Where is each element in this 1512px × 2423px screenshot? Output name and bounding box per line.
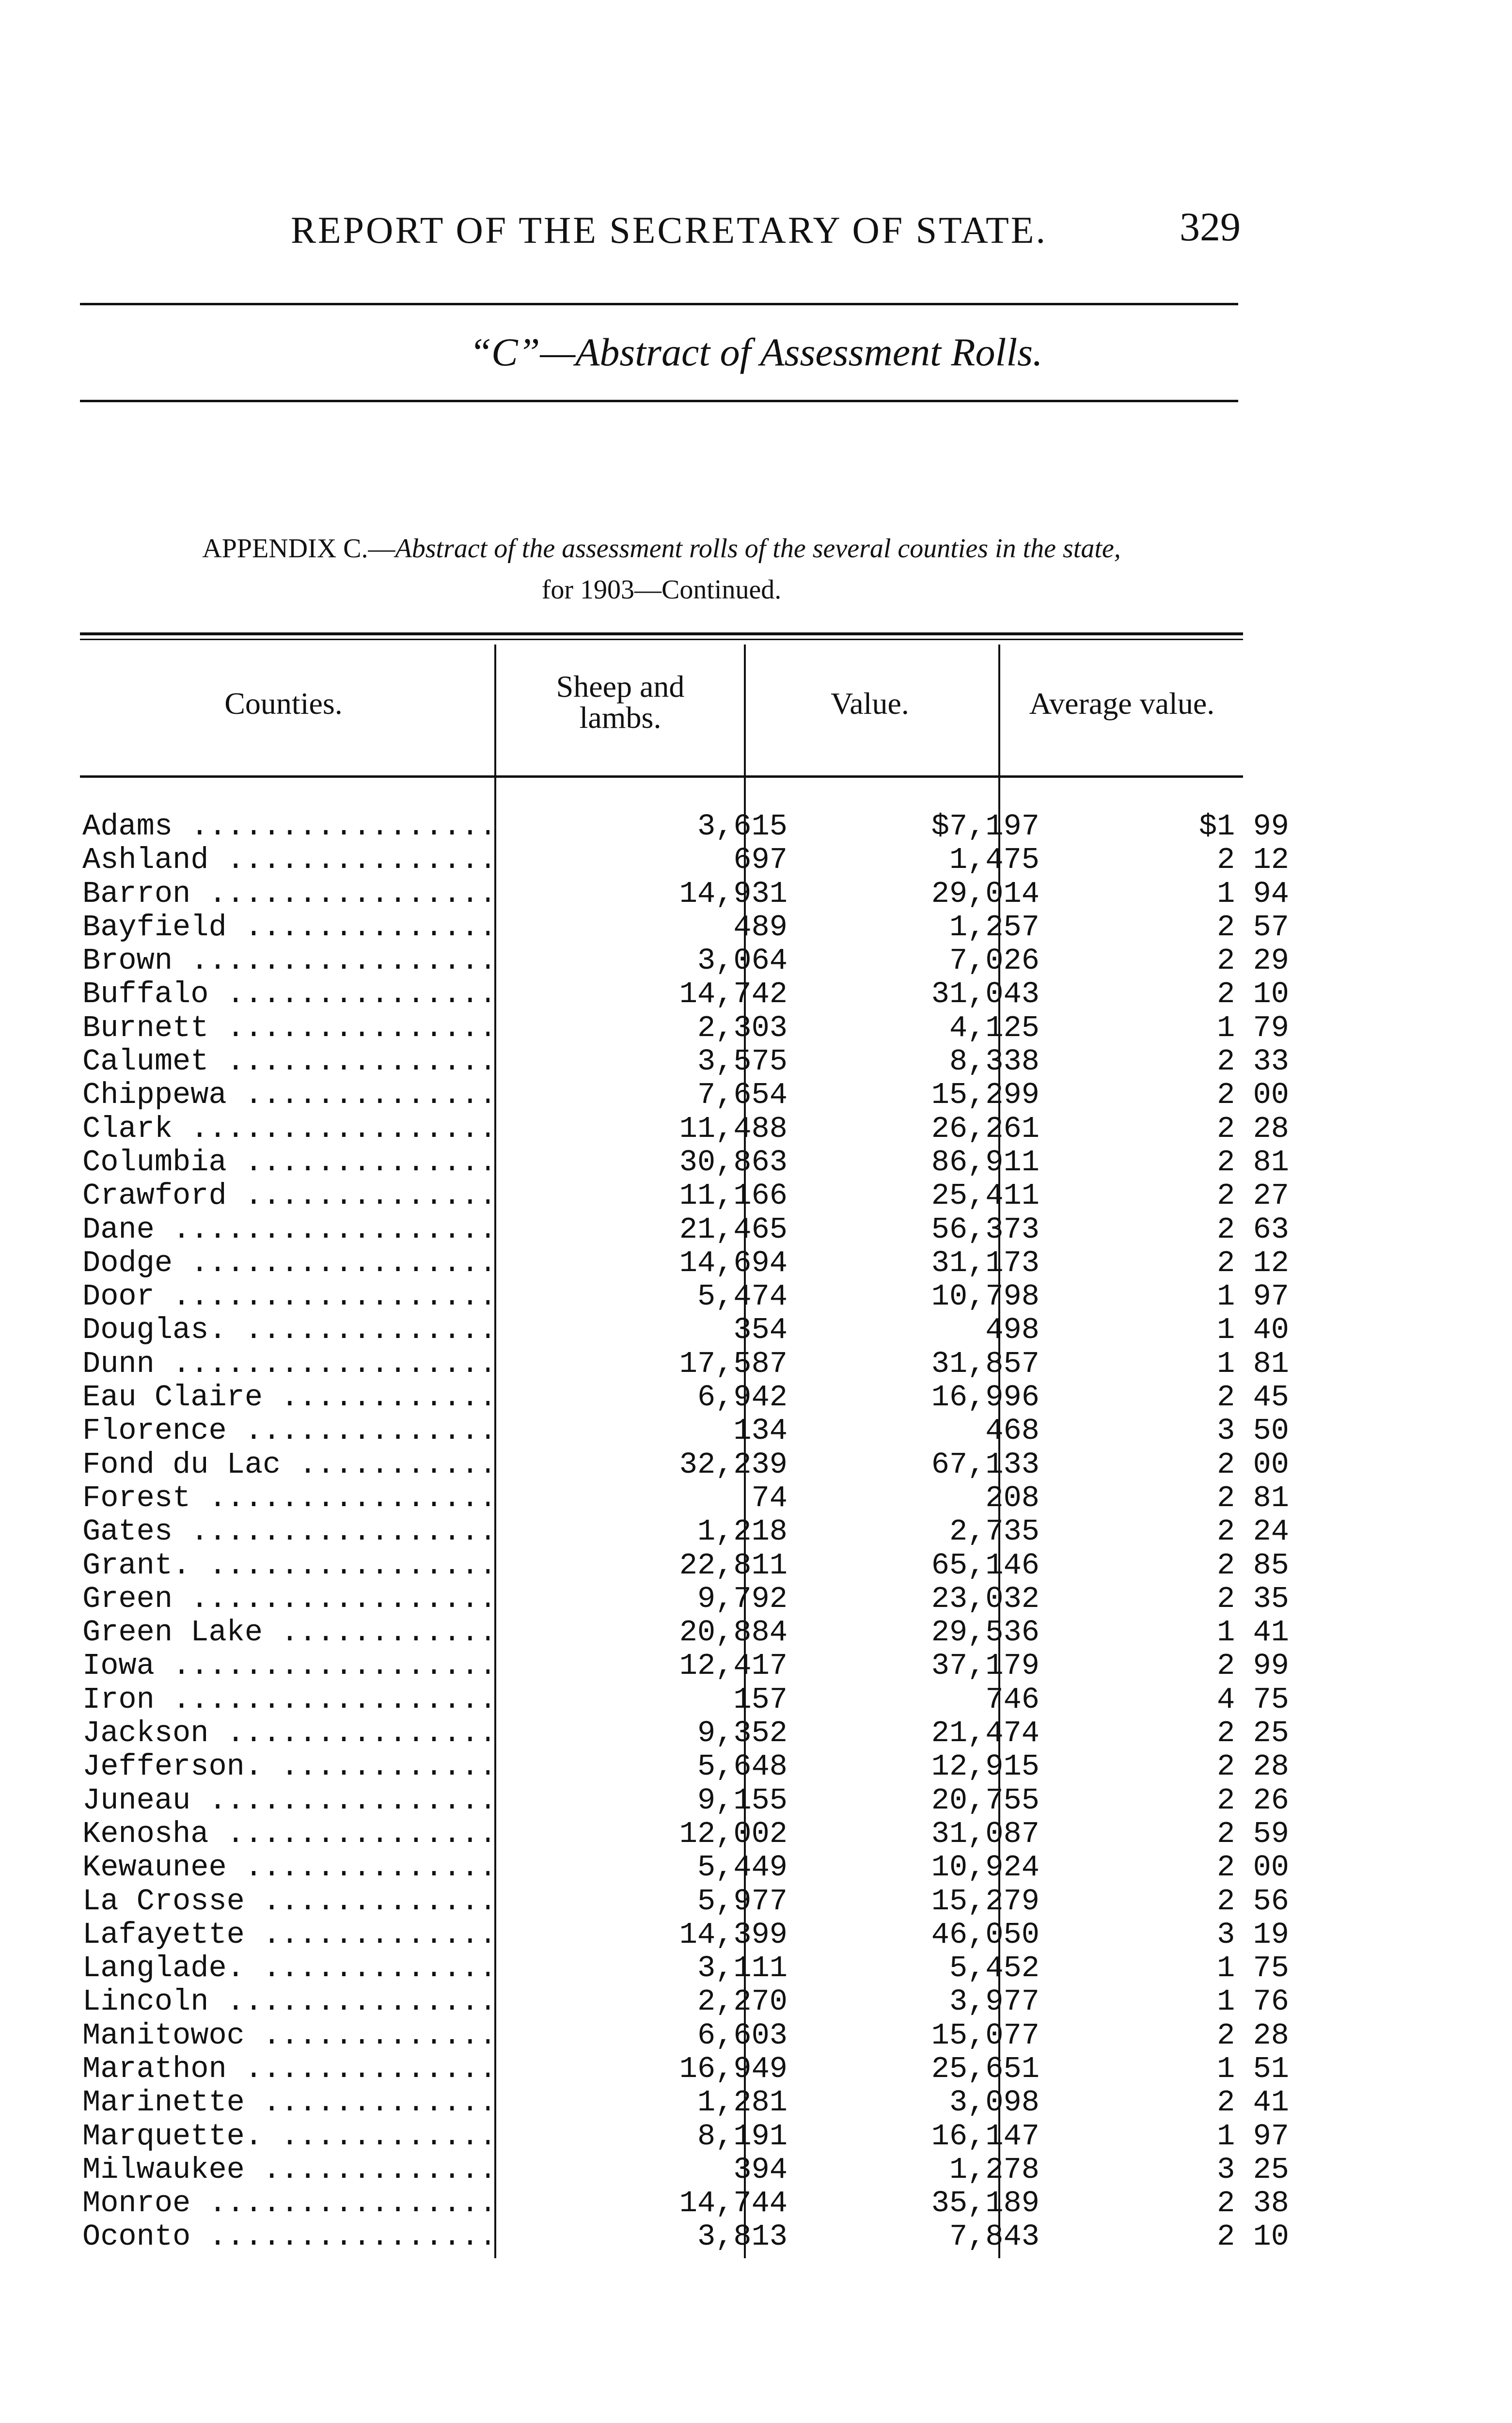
average-value-cell: 2 33 xyxy=(1217,1044,1289,1079)
sheep-cell: 20,884 xyxy=(679,1615,788,1650)
table-row xyxy=(80,876,1289,911)
appendix-caption-text: Abstract of the assessment rolls of the several counties in the state, xyxy=(395,534,1121,564)
table-row xyxy=(80,910,1289,944)
average-value-cell: 2 99 xyxy=(1217,1649,1289,1684)
value-cell: 31,043 xyxy=(931,977,1040,1012)
value-cell: 15,279 xyxy=(931,1884,1040,1919)
value-cell: 67,133 xyxy=(931,1447,1040,1482)
county-cell: Gates ..... xyxy=(82,1514,489,1549)
sheep-cell: 3,111 xyxy=(697,1951,788,1986)
average-value-cell: 2 41 xyxy=(1217,2085,1289,2120)
sheep-cell: 30,863 xyxy=(679,1145,788,1180)
county-cell: Jefferson. ..... xyxy=(82,1749,489,1784)
header-bottom-rule xyxy=(80,775,1243,778)
section-title: “C”—Abstract of Assessment Rolls. xyxy=(469,330,1043,374)
average-value-cell: 2 00 xyxy=(1217,1078,1289,1113)
table-row xyxy=(80,2219,1289,2254)
sheep-cell: 14,694 xyxy=(679,1245,788,1280)
table-row xyxy=(80,1783,1289,1818)
table-row xyxy=(80,1245,1289,1280)
table-row xyxy=(80,1749,1289,1784)
table-row xyxy=(80,809,1289,844)
value-cell: 4,125 xyxy=(949,1010,1040,1045)
value-cell: 46,050 xyxy=(931,1917,1040,1952)
table-row xyxy=(80,977,1289,1012)
average-value-cell: 2 38 xyxy=(1217,2186,1289,2221)
value-cell: 498 xyxy=(985,1313,1040,1348)
average-value-cell: 3 19 xyxy=(1217,1917,1289,1952)
county-cell: Monroe ..... xyxy=(82,2186,489,2220)
value-cell: 31,857 xyxy=(931,1346,1040,1381)
sheep-cell: 1,218 xyxy=(697,1514,788,1549)
average-value-cell: 1 41 xyxy=(1217,1615,1289,1650)
value-cell: 7,843 xyxy=(949,2219,1040,2254)
value-cell: 20,755 xyxy=(931,1783,1040,1818)
value-cell: 7,026 xyxy=(949,944,1040,978)
county-cell: La Crosse ..... xyxy=(82,1884,489,1919)
county-cell: Kenosha ..... xyxy=(82,1817,489,1851)
sheep-cell: 7,654 xyxy=(697,1078,788,1113)
average-value-cell: 2 45 xyxy=(1217,1380,1289,1415)
table-row xyxy=(80,1078,1289,1113)
average-value-cell: 1 75 xyxy=(1217,1951,1289,1986)
column-header-sheep-line2: lambs. xyxy=(579,700,662,735)
value-cell: $7,197 xyxy=(931,809,1040,844)
average-value-cell: 2 28 xyxy=(1217,1749,1289,1784)
county-cell: Crawford ..... xyxy=(82,1179,489,1213)
county-cell: Dodge ..... xyxy=(82,1246,489,1280)
column-header-counties: Counties. xyxy=(224,686,343,721)
value-cell: 3,977 xyxy=(949,1984,1040,2019)
value-cell: 25,651 xyxy=(931,2051,1040,2086)
table-row xyxy=(80,2119,1289,2154)
table-row xyxy=(80,2085,1289,2120)
value-cell: 10,798 xyxy=(931,1279,1040,1314)
average-value-cell: 2 27 xyxy=(1217,1179,1289,1213)
table-row xyxy=(80,1951,1289,1986)
sheep-cell: 22,811 xyxy=(679,1548,788,1583)
average-value-cell: 2 57 xyxy=(1217,910,1289,944)
table-row xyxy=(80,1884,1289,1919)
county-cell: Jackson ..... xyxy=(82,1716,489,1750)
value-cell: 15,299 xyxy=(931,1078,1040,1113)
county-cell: Burnett ..... xyxy=(82,1011,489,1045)
table-row xyxy=(80,1313,1289,1348)
average-value-cell: 2 25 xyxy=(1217,1716,1289,1751)
table-row xyxy=(80,1514,1289,1549)
county-cell: Milwaukee ..... xyxy=(82,2153,489,2187)
sheep-cell: 21,465 xyxy=(679,1212,788,1247)
average-value-cell: 2 10 xyxy=(1217,977,1289,1012)
county-cell: Kewaunee ..... xyxy=(82,1850,489,1885)
table-row xyxy=(80,1447,1289,1482)
table-body xyxy=(80,809,1289,2254)
column-header-sheep xyxy=(499,671,741,733)
table-row xyxy=(80,2051,1289,2086)
table-row xyxy=(80,843,1289,878)
sheep-cell: 5,977 xyxy=(697,1884,788,1919)
value-cell: 26,261 xyxy=(931,1111,1040,1146)
average-value-cell: 3 25 xyxy=(1217,2152,1289,2187)
value-cell: 56,373 xyxy=(931,1212,1040,1247)
county-cell: Eau Claire ..... xyxy=(82,1380,489,1415)
sheep-cell: 489 xyxy=(733,910,788,944)
column-header-sheep-line1: Sheep and xyxy=(556,669,685,704)
average-value-cell: 1 79 xyxy=(1217,1010,1289,1045)
value-cell: 468 xyxy=(985,1414,1040,1448)
table-row xyxy=(80,1414,1289,1448)
sheep-cell: 32,239 xyxy=(679,1447,788,1482)
page-number: 329 xyxy=(1180,205,1241,250)
county-cell: Marquette. ..... xyxy=(82,2119,489,2154)
table-row xyxy=(80,1480,1289,1515)
county-cell: Juneau ..... xyxy=(82,1783,489,1818)
table-row xyxy=(80,1044,1289,1079)
running-title: REPORT OF THE SECRETARY OF STATE. xyxy=(291,209,1047,251)
table-row xyxy=(80,2152,1289,2187)
section-rule xyxy=(80,400,1238,402)
county-cell: Columbia ..... xyxy=(82,1145,489,1180)
table-row xyxy=(80,1212,1289,1247)
sheep-cell: 17,587 xyxy=(679,1346,788,1381)
average-value-cell: 2 12 xyxy=(1217,1245,1289,1280)
sheep-cell: 16,949 xyxy=(679,2051,788,2086)
top-rule xyxy=(80,303,1238,305)
county-cell: Lafayette ..... xyxy=(82,1918,489,1952)
county-cell: Bayfield ..... xyxy=(82,910,489,944)
average-value-cell: 1 51 xyxy=(1217,2051,1289,2086)
average-value-cell: 2 10 xyxy=(1217,2219,1289,2254)
table-row xyxy=(80,1682,1289,1717)
county-cell: Marinette ..... xyxy=(82,2085,489,2120)
sheep-cell: 12,417 xyxy=(679,1649,788,1684)
table-row xyxy=(80,1649,1289,1684)
table-row xyxy=(80,1010,1289,1045)
sheep-cell: 6,603 xyxy=(697,2018,788,2053)
average-value-cell: 2 28 xyxy=(1217,1111,1289,1146)
table-row xyxy=(80,1816,1289,1851)
county-cell: Adams ..... xyxy=(82,809,489,844)
average-value-cell: 2 26 xyxy=(1217,1783,1289,1818)
county-cell: Dunn ..... xyxy=(82,1347,489,1381)
sheep-cell: 14,931 xyxy=(679,876,788,911)
sheep-cell: 5,474 xyxy=(697,1279,788,1314)
average-value-cell: 2 35 xyxy=(1217,1581,1289,1616)
sheep-cell: 354 xyxy=(733,1313,788,1348)
county-cell: Iowa ..... xyxy=(82,1649,489,1683)
value-cell: 2,735 xyxy=(949,1514,1040,1549)
sheep-cell: 74 xyxy=(751,1480,788,1515)
county-cell: Barron ..... xyxy=(82,877,489,911)
table-row xyxy=(80,1145,1289,1180)
county-cell: Clark ..... xyxy=(82,1112,489,1146)
county-cell: Oconto ..... xyxy=(82,2219,489,2254)
average-value-cell: 2 12 xyxy=(1217,843,1289,878)
average-value-cell: 1 81 xyxy=(1217,1346,1289,1381)
sheep-cell: 11,166 xyxy=(679,1179,788,1213)
average-value-cell: 2 81 xyxy=(1217,1480,1289,1515)
sheep-cell: 14,399 xyxy=(679,1917,788,1952)
sheep-cell: 3,813 xyxy=(697,2219,788,2254)
average-value-cell: 2 24 xyxy=(1217,1514,1289,1549)
sheep-cell: 9,792 xyxy=(697,1581,788,1616)
sheep-cell: 2,270 xyxy=(697,1984,788,2019)
county-cell: Iron ..... xyxy=(82,1683,489,1717)
sheep-cell: 8,191 xyxy=(697,2119,788,2154)
value-cell: 12,915 xyxy=(931,1749,1040,1784)
county-cell: Manitowoc ..... xyxy=(82,2018,489,2053)
sheep-cell: 11,488 xyxy=(679,1111,788,1146)
value-cell: 1,475 xyxy=(949,843,1040,878)
table-row xyxy=(80,1346,1289,1381)
sheep-cell: 14,744 xyxy=(679,2186,788,2221)
value-cell: 25,411 xyxy=(931,1179,1040,1213)
table-top-rule xyxy=(80,632,1243,635)
value-cell: 23,032 xyxy=(931,1581,1040,1616)
table-row xyxy=(80,1111,1289,1146)
table-row xyxy=(80,1581,1289,1616)
value-cell: 1,278 xyxy=(949,2152,1040,2187)
sheep-cell: 157 xyxy=(733,1682,788,1717)
sheep-cell: 134 xyxy=(733,1414,788,1448)
county-cell: Marathon ..... xyxy=(82,2052,489,2086)
table-row xyxy=(80,1917,1289,1952)
sheep-cell: 3,064 xyxy=(697,944,788,978)
average-value-cell: $1 99 xyxy=(1198,809,1289,844)
value-cell: 10,924 xyxy=(931,1850,1040,1885)
table-row xyxy=(80,2018,1289,2053)
appendix-caption-line2 xyxy=(80,574,1243,605)
sheep-cell: 394 xyxy=(733,2152,788,2187)
county-cell: Douglas. ..... xyxy=(82,1313,489,1347)
average-value-cell: 1 76 xyxy=(1217,1984,1289,2019)
appendix-continued: —Continued. xyxy=(634,575,782,605)
value-cell: 208 xyxy=(985,1480,1040,1515)
value-cell: 16,147 xyxy=(931,2119,1040,2154)
county-cell: Brown ..... xyxy=(82,944,489,978)
county-cell: Chippewa ..... xyxy=(82,1078,489,1112)
county-cell: Green Lake ..... xyxy=(82,1615,489,1650)
table-row xyxy=(80,1380,1289,1415)
average-value-cell: 2 28 xyxy=(1217,2018,1289,2053)
average-value-cell: 2 59 xyxy=(1217,1816,1289,1851)
table-row xyxy=(80,1984,1289,2019)
column-header-value: Value. xyxy=(831,686,909,721)
value-cell: 15,077 xyxy=(931,2018,1040,2053)
county-cell: Forest ..... xyxy=(82,1481,489,1515)
value-cell: 16,996 xyxy=(931,1380,1040,1415)
county-cell: Lincoln ..... xyxy=(82,1984,489,2019)
county-cell: Buffalo ..... xyxy=(82,977,489,1011)
table-row xyxy=(80,1179,1289,1213)
sheep-cell: 9,352 xyxy=(697,1716,788,1751)
value-cell: 1,257 xyxy=(949,910,1040,944)
average-value-cell: 3 50 xyxy=(1217,1414,1289,1448)
table-row xyxy=(80,944,1289,978)
table-row xyxy=(80,1279,1289,1314)
county-cell: Ashland ..... xyxy=(82,843,489,877)
sheep-cell: 6,942 xyxy=(697,1380,788,1415)
average-value-cell: 2 85 xyxy=(1217,1548,1289,1583)
sheep-cell: 3,575 xyxy=(697,1044,788,1079)
value-cell: 65,146 xyxy=(931,1548,1040,1583)
county-cell: Green ..... xyxy=(82,1582,489,1616)
average-value-cell: 2 29 xyxy=(1217,944,1289,978)
average-value-cell: 1 94 xyxy=(1217,876,1289,911)
sheep-cell: 5,449 xyxy=(697,1850,788,1885)
average-value-cell: 4 75 xyxy=(1217,1682,1289,1717)
value-cell: 5,452 xyxy=(949,1951,1040,1986)
sheep-cell: 14,742 xyxy=(679,977,788,1012)
value-cell: 31,173 xyxy=(931,1245,1040,1280)
value-cell: 8,338 xyxy=(949,1044,1040,1079)
value-cell: 29,014 xyxy=(931,876,1040,911)
table-row xyxy=(80,2186,1289,2221)
sheep-cell: 3,615 xyxy=(697,809,788,844)
table-row xyxy=(80,1850,1289,1885)
sheep-cell: 697 xyxy=(733,843,788,878)
value-cell: 746 xyxy=(985,1682,1040,1717)
average-value-cell: 2 00 xyxy=(1217,1850,1289,1885)
appendix-lead: APPENDIX C.— xyxy=(202,534,395,564)
value-cell: 86,911 xyxy=(931,1145,1040,1180)
table-row xyxy=(80,1548,1289,1583)
average-value-cell: 1 97 xyxy=(1217,1279,1289,1314)
average-value-cell: 2 81 xyxy=(1217,1145,1289,1180)
table-row xyxy=(80,1716,1289,1751)
appendix-caption xyxy=(80,533,1243,564)
value-cell: 21,474 xyxy=(931,1716,1040,1751)
county-cell: Florence ..... xyxy=(82,1414,489,1448)
average-value-cell: 1 97 xyxy=(1217,2119,1289,2154)
table-top-rule-thin xyxy=(80,639,1243,640)
average-value-cell: 2 63 xyxy=(1217,1212,1289,1247)
sheep-cell: 12,002 xyxy=(679,1816,788,1851)
county-cell: Fond du Lac ..... xyxy=(82,1448,489,1482)
county-cell: Langlade. ..... xyxy=(82,1951,489,1985)
sheep-cell: 1,281 xyxy=(697,2085,788,2120)
average-value-cell: 2 00 xyxy=(1217,1447,1289,1482)
average-value-cell: 1 40 xyxy=(1217,1313,1289,1348)
sheep-cell: 2,303 xyxy=(697,1010,788,1045)
value-cell: 31,087 xyxy=(931,1816,1040,1851)
county-cell: Door ..... xyxy=(82,1279,489,1314)
average-value-cell: 2 56 xyxy=(1217,1884,1289,1919)
value-cell: 35,189 xyxy=(931,2186,1040,2221)
sheep-cell: 9,155 xyxy=(697,1783,788,1818)
value-cell: 3,098 xyxy=(949,2085,1040,2120)
county-cell: Grant. ..... xyxy=(82,1548,489,1583)
sheep-cell: 5,648 xyxy=(697,1749,788,1784)
value-cell: 37,179 xyxy=(931,1649,1040,1684)
value-cell: 29,536 xyxy=(931,1615,1040,1650)
county-cell: Calumet ..... xyxy=(82,1044,489,1079)
column-header-average: Average value. xyxy=(1029,686,1215,721)
table-row xyxy=(80,1615,1289,1650)
appendix-year: for 1903 xyxy=(541,575,634,605)
county-cell: Dane ..... xyxy=(82,1212,489,1247)
